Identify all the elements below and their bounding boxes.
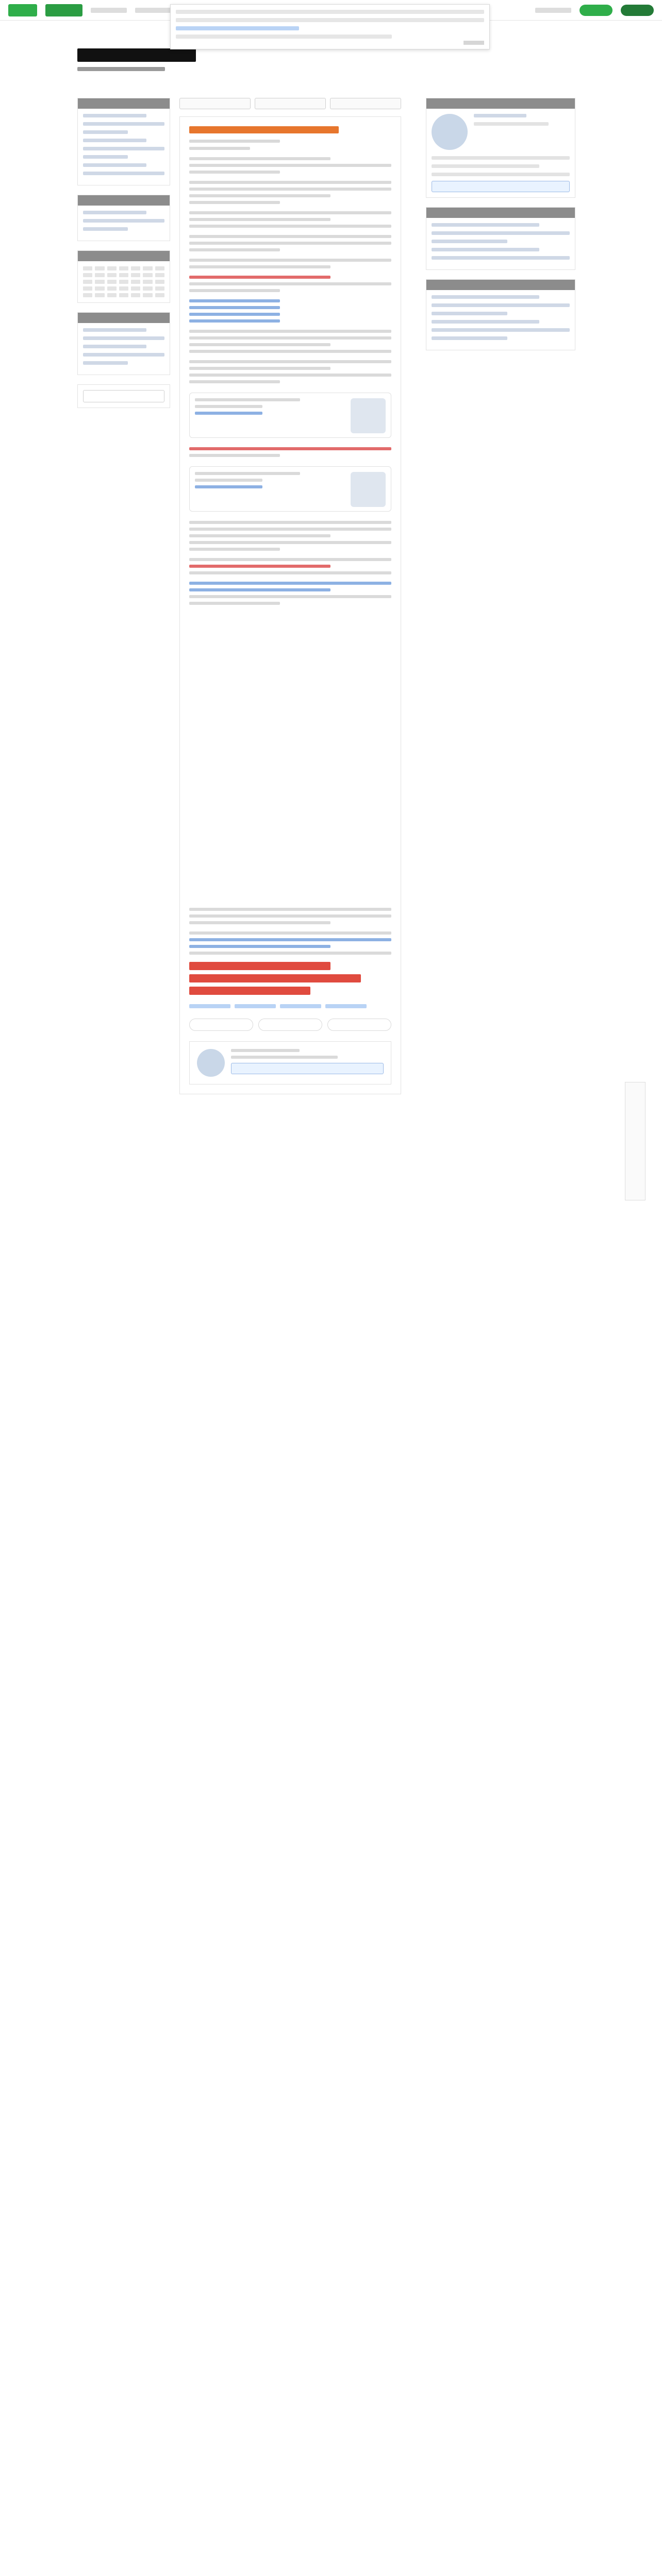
- sidebar-link[interactable]: [83, 328, 146, 332]
- link-card-thumbnail: [351, 472, 386, 507]
- sidebar-link[interactable]: [83, 219, 164, 223]
- comment-button[interactable]: [258, 1019, 322, 1031]
- widget-header: [78, 98, 170, 109]
- sidebar-link[interactable]: [83, 155, 128, 159]
- sidebar-link[interactable]: [83, 172, 164, 175]
- floating-side-toolbar[interactable]: [625, 1082, 646, 1200]
- left-sidebar: [77, 98, 170, 1094]
- author-box: [189, 1041, 391, 1084]
- hashtag-row: [189, 1004, 391, 1008]
- sidebar-link[interactable]: [432, 303, 570, 307]
- sidebar-widget: [77, 195, 170, 241]
- calendar-widget: [77, 250, 170, 303]
- header-button[interactable]: [179, 98, 251, 109]
- sidebar-link[interactable]: [83, 147, 164, 150]
- link-card-thumbnail: [351, 398, 386, 433]
- reaction-row: [189, 1019, 391, 1031]
- follow-button[interactable]: [231, 1063, 384, 1074]
- right-sidebar: [426, 98, 575, 1094]
- widget-header: [78, 313, 170, 323]
- article-paragraph: [189, 558, 391, 574]
- hashtag-link[interactable]: [235, 1004, 276, 1008]
- sidebar-link[interactable]: [432, 328, 570, 332]
- secondary-logo[interactable]: [45, 4, 82, 16]
- header-button[interactable]: [255, 98, 326, 109]
- profile-text: [432, 173, 570, 176]
- article-whitespace: [189, 612, 391, 901]
- notice-text-line: [176, 35, 392, 39]
- sidebar-link[interactable]: [432, 295, 539, 299]
- article-theme[interactable]: [189, 147, 250, 150]
- profile-avatar[interactable]: [432, 114, 468, 150]
- sidebar-widget: [426, 207, 575, 270]
- sidebar-link[interactable]: [83, 163, 146, 167]
- notice-close-button[interactable]: [464, 41, 484, 45]
- search-input[interactable]: [83, 390, 164, 402]
- login-button[interactable]: [621, 5, 654, 16]
- sidebar-link[interactable]: [432, 248, 539, 251]
- article-meta: [189, 140, 280, 143]
- site-logo[interactable]: [8, 4, 37, 16]
- article-paragraph: [189, 447, 391, 457]
- sidebar-link[interactable]: [83, 211, 146, 214]
- hashtag-link[interactable]: [280, 1004, 321, 1008]
- profile-text: [432, 156, 570, 160]
- reblog-button[interactable]: [327, 1019, 391, 1031]
- article: [179, 116, 401, 1094]
- notice-popup: [170, 4, 490, 49]
- sidebar-widget: [77, 98, 170, 185]
- article-highlight: [189, 962, 391, 995]
- search-widget: [77, 384, 170, 408]
- sidebar-link[interactable]: [432, 336, 507, 340]
- blog-subtitle: [77, 67, 165, 71]
- article-paragraph: [189, 360, 391, 383]
- header-button[interactable]: [330, 98, 401, 109]
- article-paragraph: [189, 582, 391, 605]
- calendar-grid: [83, 266, 164, 297]
- link-card[interactable]: [189, 466, 391, 512]
- sidebar-link[interactable]: [432, 256, 570, 260]
- link-card[interactable]: [189, 393, 391, 438]
- top-nav-link[interactable]: [91, 8, 127, 13]
- sidebar-link[interactable]: [83, 345, 146, 348]
- sidebar-link[interactable]: [83, 361, 128, 365]
- sidebar-link[interactable]: [432, 231, 570, 235]
- top-nav-link[interactable]: [135, 8, 171, 13]
- widget-header: [426, 98, 575, 109]
- sidebar-link[interactable]: [83, 139, 146, 142]
- follow-button[interactable]: [432, 181, 570, 192]
- profile-widget: [426, 98, 575, 198]
- article-paragraph: [189, 330, 391, 353]
- like-button[interactable]: [189, 1019, 253, 1031]
- article-paragraph: [189, 211, 391, 228]
- sidebar-link[interactable]: [83, 336, 164, 340]
- sidebar-widget: [77, 312, 170, 375]
- author-avatar[interactable]: [197, 1049, 225, 1077]
- register-button[interactable]: [580, 5, 613, 16]
- article-paragraph: [189, 908, 391, 924]
- sidebar-link[interactable]: [432, 240, 507, 243]
- sidebar-link[interactable]: [83, 130, 128, 134]
- hashtag-link[interactable]: [325, 1004, 367, 1008]
- article-list: [189, 299, 391, 323]
- profile-text: [432, 164, 539, 168]
- sidebar-widget: [426, 279, 575, 350]
- article-paragraph: [189, 521, 391, 551]
- widget-header: [426, 280, 575, 290]
- article-title[interactable]: [189, 126, 339, 133]
- notice-text-line: [176, 18, 484, 22]
- article-paragraph: [189, 157, 391, 174]
- main-content: [179, 98, 401, 1094]
- article-paragraph: [189, 276, 391, 292]
- article-paragraph: [189, 181, 391, 204]
- sidebar-link[interactable]: [432, 223, 539, 227]
- sidebar-link[interactable]: [432, 320, 539, 324]
- article-paragraph: [189, 931, 391, 955]
- sidebar-link[interactable]: [83, 122, 164, 126]
- notice-text-line: [176, 10, 484, 14]
- profile-name[interactable]: [474, 114, 526, 117]
- widget-header: [78, 195, 170, 206]
- sidebar-link[interactable]: [83, 353, 164, 357]
- widget-header: [78, 251, 170, 261]
- widget-header: [426, 208, 575, 218]
- sidebar-link[interactable]: [83, 227, 128, 231]
- notice-link[interactable]: [176, 26, 299, 30]
- blog-title[interactable]: [77, 48, 196, 62]
- article-paragraph: [189, 259, 391, 268]
- sidebar-link[interactable]: [83, 114, 146, 117]
- article-paragraph: [189, 235, 391, 251]
- sidebar-link[interactable]: [432, 312, 507, 315]
- top-nav-link[interactable]: [535, 8, 571, 13]
- hashtag-link[interactable]: [189, 1004, 230, 1008]
- profile-text: [474, 122, 549, 126]
